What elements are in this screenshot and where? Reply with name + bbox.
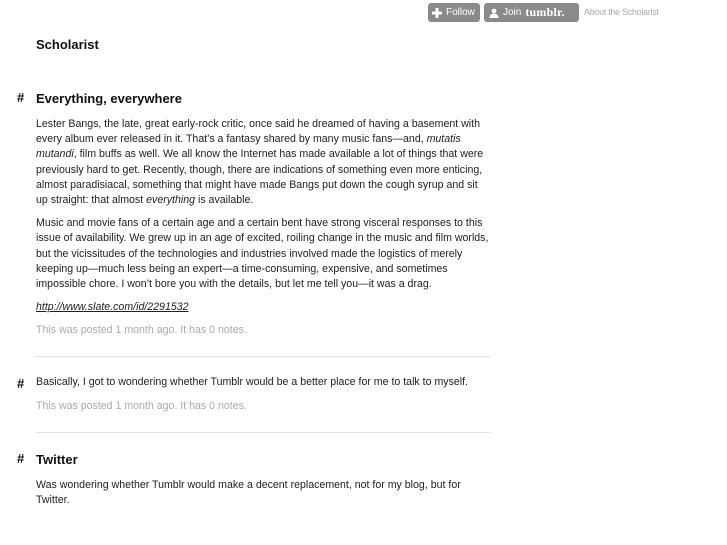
post [0, 375, 727, 432]
plus-icon [432, 8, 442, 18]
permalink[interactable]: # [17, 450, 25, 466]
post [0, 90, 727, 357]
permalink[interactable]: # [17, 90, 25, 105]
permalink[interactable]: # [17, 376, 25, 392]
tumblr-controls [427, 3, 727, 23]
post-link-paragraph [36, 300, 492, 315]
post-body [36, 117, 492, 315]
post-body [36, 478, 492, 508]
post-separator [36, 356, 491, 357]
post-body [36, 375, 492, 390]
post-paragraph: Was wondering whether Tumblr would make a decent replacement, not for my blog, but for Twitter. [36, 478, 461, 506]
join-label: Join [503, 7, 522, 18]
post-title: Everything, everywhere [36, 91, 182, 106]
post-meta: This was posted 1 month ago. It has 0 notes. [36, 324, 247, 337]
post-paragraph: Music and movie fans of a certain age and a certain bent have strong visceral responses to this issue of availability. We grew up in an age of excited, roiling change in the music and film worlds, but the vicissitudes of the technologies and industries involved made the logistics of merely keeping up—much less being an expert—a time-consuming, expensive, and sometimes impossible chore. I won’t bore you with the details, but let me tell you—it was a drag. [36, 217, 489, 291]
post [0, 451, 727, 508]
tumblr-logo: tumblr. [525, 5, 565, 19]
post-meta: This was posted 1 month ago. It has 0 notes. [36, 399, 247, 412]
source-link[interactable]: http://www.slate.com/id/2291532 [36, 301, 189, 314]
post-paragraph: Lester Bangs, the late, great early-rock critic, once said he dreamed of having a basement with every album ever released in it. That’s a fantasy shared by many music fans—and, mutatis mutandi, film buffs as well. We all know the Internet has made available a lot of things that were previously hard to get. Recently, though, there are indications of something even more enticing, almost paradisiacal, something that might have made Bangs put down the cough syrup and sit up straight: that almost everything is available. [36, 118, 484, 207]
blog-title[interactable]: Scholarist [36, 37, 99, 52]
follow-button[interactable] [428, 3, 480, 22]
post-paragraph: Basically, I got to wondering whether Tumblr would be a better place for me to talk to myself. [36, 376, 468, 389]
post-title: Twitter [36, 451, 78, 467]
posts-list [0, 90, 727, 516]
join-tumblr-button[interactable] [484, 3, 579, 22]
post-separator [36, 432, 491, 433]
user-icon [489, 8, 499, 18]
follow-label: Follow [446, 7, 475, 18]
about-link[interactable]: About the Scholarist [584, 7, 659, 17]
